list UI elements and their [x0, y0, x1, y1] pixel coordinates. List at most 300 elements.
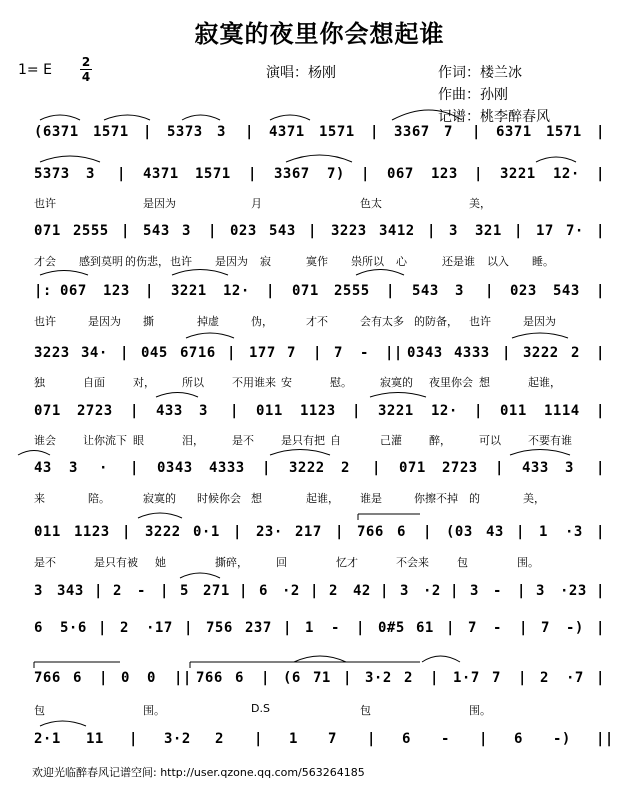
bar-line: |: [343, 670, 352, 686]
note-group: 071: [34, 223, 61, 239]
note-group: 3222: [145, 524, 181, 540]
note-group: 7: [492, 670, 501, 686]
bar-line: |: [98, 620, 107, 636]
lyric-word: 回: [276, 556, 287, 569]
note-group: 3: [217, 124, 226, 140]
notation-row: [34, 524, 606, 544]
lyric-word: 也许: [34, 197, 56, 210]
bar-line: |: [308, 223, 317, 239]
lyric-word: 祟所以: [351, 255, 384, 268]
notation-row: [34, 583, 606, 603]
bar-line: |: [596, 283, 605, 299]
note-group: 3221: [378, 403, 414, 419]
bar-line: |: [474, 403, 483, 419]
note-group: 4371: [143, 166, 179, 182]
bar-line: |: [427, 223, 436, 239]
notation-row: [34, 670, 606, 690]
lyric-word: 起谁，: [528, 376, 561, 389]
bar-line: |: [160, 583, 169, 599]
note-group: 2555: [73, 223, 109, 239]
bar-line: |: [227, 345, 236, 361]
note-group: 4333: [454, 345, 490, 361]
note-group: 011: [256, 403, 283, 419]
bar-line: |: [130, 403, 139, 419]
notation-row: [34, 403, 606, 423]
bar-line: |: [233, 524, 242, 540]
note-group: 177: [249, 345, 276, 361]
lyric-word: 谁会: [34, 434, 56, 447]
note-group: 1571: [546, 124, 582, 140]
note-group: 43: [34, 460, 52, 476]
bar-line: |: [145, 283, 154, 299]
lyric-word: 己灌: [380, 434, 402, 447]
lyric-word: 也许: [34, 315, 56, 328]
note-group: -): [553, 731, 571, 747]
bar-line: |: [117, 166, 126, 182]
lyric-word: 围。: [143, 704, 165, 717]
note-group: 6: [397, 524, 406, 540]
footer-credit: 欢迎光临醉春风记谱空间: http://user.qzone.qq.com/563264185: [32, 766, 365, 779]
note-group: 433: [522, 460, 549, 476]
note-group: 2: [571, 345, 580, 361]
note-group: 7: [444, 124, 453, 140]
notation-row: [34, 166, 606, 186]
lyric-word: 陪。: [88, 492, 110, 505]
lyric-word: 对，: [133, 376, 155, 389]
time-sig-top: 2: [81, 55, 91, 69]
lyric-word: D.S: [251, 702, 270, 715]
bar-line: |: [266, 283, 275, 299]
lyric-word: 醉，: [429, 434, 451, 447]
lyric-word: 心: [396, 255, 407, 268]
bar-line: |: [262, 460, 271, 476]
note-group: (6: [283, 670, 301, 686]
lyric-word: 围。: [517, 556, 539, 569]
note-group: 2: [540, 670, 549, 686]
note-group: 3: [455, 283, 464, 299]
note-group: 12·: [431, 403, 458, 419]
note-group: 6: [73, 670, 82, 686]
note-group: 3: [565, 460, 574, 476]
note-group: 2723: [442, 460, 478, 476]
note-group: 5: [180, 583, 189, 599]
lyric-word: 泪，: [182, 434, 204, 447]
note-group: 3367: [274, 166, 310, 182]
lyric-word: 忆才: [336, 556, 358, 569]
lyric-word: 所以: [182, 376, 204, 389]
lyric-word: 掉虚: [197, 315, 219, 328]
bar-line: |: [248, 166, 257, 182]
note-group: 2: [329, 583, 338, 599]
bar-line: |: [514, 223, 523, 239]
lyric-word: 色太: [360, 197, 382, 210]
note-group: 2: [215, 731, 224, 747]
bar-line: |: [239, 583, 248, 599]
lyric-word: 独: [34, 376, 45, 389]
note-group: 1123: [300, 403, 336, 419]
note-group: 42: [353, 583, 371, 599]
lyric-word: 撕: [143, 315, 154, 328]
bar-line: |: [485, 283, 494, 299]
bar-line: |: [517, 583, 526, 599]
time-sig-bottom: 4: [81, 70, 91, 84]
note-group: 3: [449, 223, 458, 239]
lyric-word: 眼: [133, 434, 144, 447]
bar-line: |: [596, 166, 605, 182]
lyric-word: 夜里你会: [429, 376, 473, 389]
note-group: 3: [470, 583, 479, 599]
note-group: (6371: [34, 124, 79, 140]
note-group: 3223: [331, 223, 367, 239]
note-group: (03: [446, 524, 473, 540]
note-group: 1571: [93, 124, 129, 140]
note-group: 237: [245, 620, 272, 636]
note-group: 1571: [195, 166, 231, 182]
note-group: 0343: [407, 345, 443, 361]
bar-line: ||: [174, 670, 192, 686]
note-group: 2: [120, 620, 129, 636]
note-group: 12·: [223, 283, 250, 299]
lyric-word: 来: [34, 492, 45, 505]
note-group: 023: [230, 223, 257, 239]
notation-row: [34, 620, 606, 640]
lyric-word: 是只有把: [281, 434, 325, 447]
note-group: 6: [259, 583, 268, 599]
note-group: 543: [553, 283, 580, 299]
lyric-word: 慰。: [330, 376, 352, 389]
note-group: -: [360, 345, 369, 361]
note-group: 7: [328, 731, 337, 747]
note-group: 3221: [500, 166, 536, 182]
time-signature: [80, 56, 92, 83]
bar-line: |: [254, 731, 263, 747]
notation-row: [34, 223, 606, 243]
note-group: -: [137, 583, 146, 599]
lyric-word: 不用谁来: [232, 376, 276, 389]
bar-line: |: [261, 670, 270, 686]
bar-line: |: [596, 403, 605, 419]
note-group: 011: [500, 403, 527, 419]
bar-line: |: [474, 166, 483, 182]
bar-line: |: [120, 345, 129, 361]
notation-row: [34, 345, 606, 365]
note-group: 433: [156, 403, 183, 419]
note-group: 067: [387, 166, 414, 182]
note-group: 3: [400, 583, 409, 599]
bar-line: |: [367, 731, 376, 747]
notation-row: [34, 731, 614, 751]
note-group: 3·2: [365, 670, 392, 686]
lyric-word: 想: [251, 492, 262, 505]
lyric-word: 是因为: [88, 315, 121, 328]
bar-line: |:: [34, 283, 52, 299]
note-group: 4371: [269, 124, 305, 140]
note-group: 123: [431, 166, 458, 182]
bar-line: |: [283, 620, 292, 636]
lyric-word: 的: [469, 492, 480, 505]
note-group: 1: [289, 731, 298, 747]
note-group: 3: [86, 166, 95, 182]
note-group: 7·: [566, 223, 584, 239]
lyric-word: 的伤悲，: [125, 255, 169, 268]
note-group: 3·2: [164, 731, 191, 747]
lyric-word: 包: [457, 556, 468, 569]
lyric-word: 的防备，: [414, 315, 458, 328]
notation-credit: 记谱：桃李醉春风: [438, 109, 550, 125]
notation-row: [34, 124, 606, 144]
bar-line: |: [245, 124, 254, 140]
bar-line: |: [94, 583, 103, 599]
lyric-word: 是因为: [523, 315, 556, 328]
note-group: 543: [412, 283, 439, 299]
note-group: 123: [103, 283, 130, 299]
note-group: 4333: [209, 460, 245, 476]
song-title: 寂寞的夜里你会想起谁: [194, 19, 445, 48]
bar-line: |: [519, 620, 528, 636]
note-group: 12·: [553, 166, 580, 182]
bar-line: |: [372, 460, 381, 476]
note-group: 1571: [319, 124, 355, 140]
note-group: 3222: [289, 460, 325, 476]
lyric-word: 她: [155, 556, 166, 569]
note-group: 321: [475, 223, 502, 239]
lyric-word: 寂: [260, 255, 271, 268]
lyric-word: 感到莫明: [79, 255, 123, 268]
note-group: -: [331, 620, 340, 636]
note-group: 34·: [81, 345, 108, 361]
lyric-word: 才不: [306, 315, 328, 328]
bar-line: |: [596, 124, 605, 140]
note-group: 3: [182, 223, 191, 239]
note-group: 3223: [34, 345, 70, 361]
lyric-word: 是不: [232, 434, 254, 447]
note-group: 2: [404, 670, 413, 686]
lyric-word: 是因为: [143, 197, 176, 210]
note-group: 3367: [394, 124, 430, 140]
note-group: ·2: [423, 583, 441, 599]
lyric-word: 还是谁: [442, 255, 475, 268]
singer-credit: 演唱：杨刚: [266, 65, 336, 81]
bar-line: |: [446, 620, 455, 636]
note-group: 1114: [544, 403, 580, 419]
notation-row: [34, 460, 606, 480]
note-group: 0#5: [378, 620, 405, 636]
lyric-word: 时候你会: [197, 492, 241, 505]
note-group: 3222: [523, 345, 559, 361]
note-group: 3: [69, 460, 78, 476]
note-group: 6716: [180, 345, 216, 361]
bar-line: |: [99, 670, 108, 686]
bar-line: |: [230, 403, 239, 419]
note-group: 71: [313, 670, 331, 686]
note-group: 071: [34, 403, 61, 419]
note-group: 3: [536, 583, 545, 599]
lyric-word: 美，: [469, 197, 491, 210]
bar-line: |: [335, 524, 344, 540]
lyric-word: 月: [251, 197, 262, 210]
lyric-word: 睡。: [532, 255, 554, 268]
note-group: 2: [113, 583, 122, 599]
note-group: 6: [34, 620, 43, 636]
note-group: 071: [292, 283, 319, 299]
notation-row: [34, 283, 606, 303]
bar-line: |: [516, 524, 525, 540]
bar-line: |: [122, 524, 131, 540]
lyric-word: 不要有谁: [528, 434, 572, 447]
note-group: 543: [143, 223, 170, 239]
note-group: 766: [34, 670, 61, 686]
note-group: ·17: [146, 620, 173, 636]
bar-line: |: [596, 620, 605, 636]
lyric-word: 寂寞的: [380, 376, 413, 389]
bar-line: |: [502, 345, 511, 361]
bar-line: |: [370, 124, 379, 140]
lyric-word: 伪，: [251, 315, 273, 328]
note-group: 343: [57, 583, 84, 599]
note-group: 7: [541, 620, 550, 636]
note-group: 0: [147, 670, 156, 686]
lyric-word: 谁是: [360, 492, 382, 505]
note-group: 3221: [171, 283, 207, 299]
lyric-word: 才会: [34, 255, 56, 268]
note-group: ·: [99, 460, 108, 476]
lyric-word: 是不: [34, 556, 56, 569]
bar-line: |: [130, 460, 139, 476]
note-group: 045: [141, 345, 168, 361]
note-group: ·7: [566, 670, 584, 686]
bar-line: ||: [596, 731, 614, 747]
note-group: 3: [34, 583, 43, 599]
lyric-word: 起谁，: [306, 492, 339, 505]
note-group: 0·1: [193, 524, 220, 540]
note-group: 766: [196, 670, 223, 686]
lyric-word: 围。: [469, 704, 491, 717]
note-group: 6371: [496, 124, 532, 140]
lyric-word: 安: [281, 376, 292, 389]
bar-line: |: [518, 670, 527, 686]
bar-line: |: [313, 345, 322, 361]
bar-line: |: [596, 524, 605, 540]
note-group: 023: [510, 283, 537, 299]
note-group: 7): [327, 166, 345, 182]
lyric-word: 自面: [83, 376, 105, 389]
composer-credit: 作曲：孙刚: [438, 87, 508, 103]
lyric-word: 可以: [479, 434, 501, 447]
note-group: 2: [341, 460, 350, 476]
lyric-word: 会有太多: [360, 315, 404, 328]
note-group: ·23: [560, 583, 587, 599]
lyric-word: 美，: [523, 492, 545, 505]
bar-line: |: [450, 583, 459, 599]
note-group: 756: [206, 620, 233, 636]
bar-line: |: [386, 283, 395, 299]
bar-line: |: [495, 460, 504, 476]
lyric-word: 寂寞的: [143, 492, 176, 505]
bar-line: |: [596, 460, 605, 476]
note-group: 6: [235, 670, 244, 686]
lyric-word: 是只有被: [94, 556, 138, 569]
note-group: 23·: [256, 524, 283, 540]
note-group: 766: [357, 524, 384, 540]
note-group: 7: [468, 620, 477, 636]
note-group: ·3: [565, 524, 583, 540]
note-group: 17: [536, 223, 554, 239]
lyric-word: 你擦不掉: [414, 492, 458, 505]
note-group: 61: [416, 620, 434, 636]
note-group: 7: [334, 345, 343, 361]
note-group: 6: [402, 731, 411, 747]
bar-line: ||: [385, 345, 403, 361]
lyric-word: 是因为: [215, 255, 248, 268]
bar-line: |: [143, 124, 152, 140]
key-signature: 1= E: [18, 62, 52, 78]
note-group: 11: [86, 731, 104, 747]
lyric-word: 以入: [487, 255, 509, 268]
note-group: 2723: [77, 403, 113, 419]
bar-line: |: [430, 670, 439, 686]
lyric-word: 也许: [469, 315, 491, 328]
note-group: 217: [295, 524, 322, 540]
note-group: 1·7: [453, 670, 480, 686]
note-group: 2·1: [34, 731, 61, 747]
note-group: 5·6: [60, 620, 87, 636]
lyric-word: 也许: [170, 255, 192, 268]
bar-line: |: [596, 670, 605, 686]
note-group: -: [493, 583, 502, 599]
note-group: 3412: [379, 223, 415, 239]
bar-line: |: [129, 731, 138, 747]
note-group: 5373: [167, 124, 203, 140]
bar-line: |: [596, 345, 605, 361]
note-group: 1: [539, 524, 548, 540]
bar-line: |: [596, 223, 605, 239]
note-group: 0: [121, 670, 130, 686]
bar-line: |: [423, 524, 432, 540]
note-group: 6: [514, 731, 523, 747]
note-group: -: [441, 731, 450, 747]
lyric-word: 寞作: [306, 255, 328, 268]
note-group: 1: [305, 620, 314, 636]
note-group: 1123: [74, 524, 110, 540]
note-group: -): [566, 620, 584, 636]
bar-line: |: [356, 620, 365, 636]
lyric-word: 想: [479, 376, 490, 389]
lyric-word: 自: [330, 434, 341, 447]
lyric-word: 包: [34, 704, 45, 717]
note-group: 011: [34, 524, 61, 540]
bar-line: |: [352, 403, 361, 419]
lyric-word: 撕碎，: [215, 556, 248, 569]
bar-line: |: [184, 620, 193, 636]
note-group: 3: [199, 403, 208, 419]
note-group: 271: [203, 583, 230, 599]
lyric-word: 不会来: [396, 556, 429, 569]
note-group: ·2: [282, 583, 300, 599]
note-group: 543: [269, 223, 296, 239]
note-group: -: [493, 620, 502, 636]
note-group: 067: [60, 283, 87, 299]
note-group: 2555: [334, 283, 370, 299]
note-group: 071: [399, 460, 426, 476]
lyric-word: 让你流下: [83, 434, 127, 447]
note-group: 0343: [157, 460, 193, 476]
bar-line: |: [121, 223, 130, 239]
bar-line: |: [472, 124, 481, 140]
note-group: 7: [287, 345, 296, 361]
bar-line: |: [596, 583, 605, 599]
bar-line: |: [310, 583, 319, 599]
bar-line: |: [380, 583, 389, 599]
